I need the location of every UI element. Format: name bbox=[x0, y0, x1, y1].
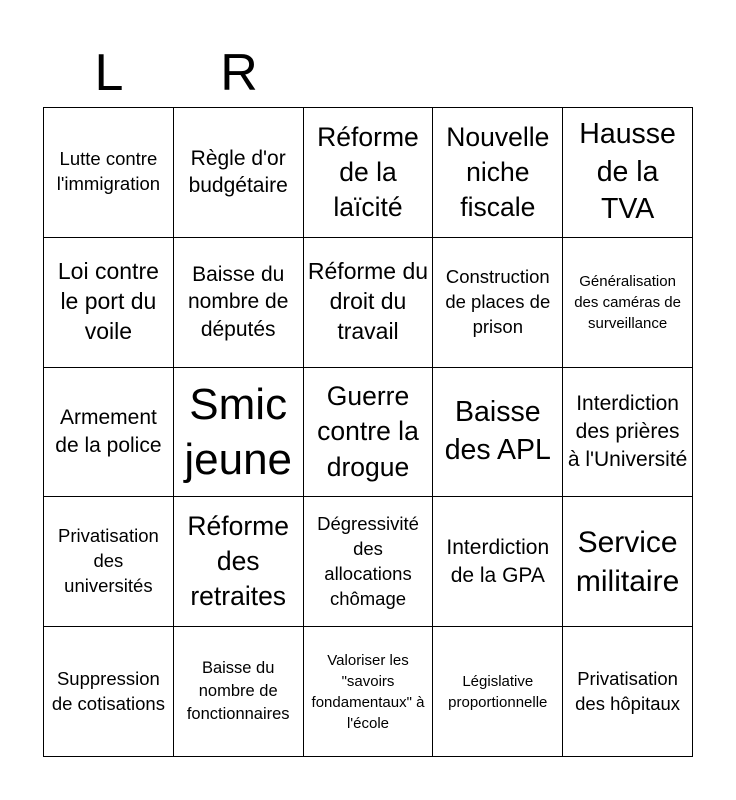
bingo-cell-text: Nouvelle niche fiscale bbox=[446, 121, 550, 223]
bingo-cell bbox=[174, 108, 304, 238]
bingo-cell-text: Règle d'or budgétaire bbox=[188, 146, 288, 198]
bingo-cell-text: Législative proportionnelle bbox=[448, 672, 548, 711]
bingo-cell-text: Réforme de la laïcité bbox=[317, 121, 419, 223]
bingo-cell-text: Privatisation des hôpitaux bbox=[575, 667, 681, 714]
bingo-cell-text: Privatisation des universités bbox=[58, 525, 159, 597]
bingo-cell bbox=[304, 497, 434, 627]
header-letter-l: L bbox=[94, 44, 124, 102]
bingo-cell bbox=[563, 108, 693, 238]
bingo-cell-text: Loi contre le port du voile bbox=[57, 258, 159, 345]
bingo-cell bbox=[304, 627, 434, 757]
bingo-cell-text: Interdiction des prières à l'Université bbox=[567, 392, 688, 471]
bingo-cell-text: Construction de places de prison bbox=[445, 265, 551, 337]
bingo-cell-text: Baisse du nombre de députés bbox=[187, 262, 289, 342]
bingo-cell bbox=[44, 108, 174, 238]
bingo-cell bbox=[433, 108, 563, 238]
bingo-cell bbox=[563, 368, 693, 498]
bingo-cell bbox=[433, 497, 563, 627]
bingo-cell bbox=[174, 627, 304, 757]
bingo-cell bbox=[563, 497, 693, 627]
bingo-grid bbox=[43, 107, 693, 757]
bingo-cell bbox=[174, 368, 304, 498]
bingo-cell-text: Baisse des APL bbox=[444, 396, 551, 466]
bingo-cell-text: Hausse de la TVA bbox=[579, 117, 676, 226]
bingo-cell bbox=[304, 108, 434, 238]
bingo-cell bbox=[44, 627, 174, 757]
bingo-cell-text: Réforme des retraites bbox=[187, 510, 289, 612]
bingo-cell-text: Réforme du droit du travail bbox=[307, 258, 429, 345]
bingo-cell bbox=[433, 627, 563, 757]
bingo-cell-text: Armement de la police bbox=[55, 406, 162, 457]
bingo-cell-text: Suppression de cotisations bbox=[51, 667, 165, 714]
bingo-cell-text: Lutte contre l'immigration bbox=[56, 148, 161, 195]
bingo-cell-text: Smic jeune bbox=[184, 379, 293, 484]
bingo-cell-text: Service militaire bbox=[575, 525, 680, 598]
bingo-cell bbox=[433, 238, 563, 368]
bingo-cell bbox=[44, 368, 174, 498]
bingo-cell bbox=[433, 368, 563, 498]
bingo-cell bbox=[563, 238, 693, 368]
bingo-cell-text: Interdiction de la GPA bbox=[446, 536, 550, 587]
bingo-cell-text: Guerre contre la drogue bbox=[317, 381, 419, 482]
bingo-cell bbox=[174, 238, 304, 368]
bingo-cell bbox=[44, 497, 174, 627]
bingo-cell-text: Valoriser les "savoirs fondamentaux" à l'école bbox=[311, 651, 425, 732]
bingo-cell bbox=[563, 627, 693, 757]
header-letter-r: R bbox=[220, 44, 258, 102]
bingo-cell bbox=[44, 238, 174, 368]
bingo-header bbox=[44, 42, 694, 104]
bingo-cell bbox=[304, 368, 434, 498]
bingo-cell-text: Généralisation des caméras de surveillance bbox=[574, 272, 681, 332]
bingo-cell-text: Dégressivité des allocations chômage bbox=[317, 512, 419, 609]
bingo-cell bbox=[304, 238, 434, 368]
bingo-cell-text: Baisse du nombre de fonctionnaires bbox=[186, 658, 290, 724]
bingo-cell bbox=[174, 497, 304, 627]
